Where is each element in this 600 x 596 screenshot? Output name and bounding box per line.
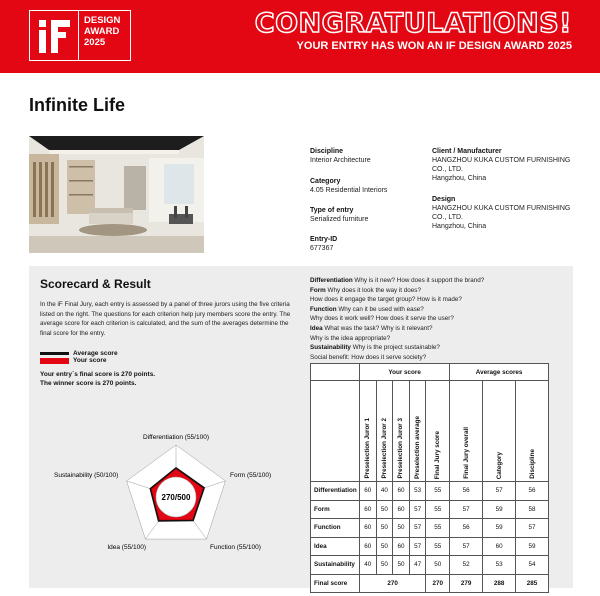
table-cell: 60 bbox=[360, 500, 377, 519]
table-cell: 47 bbox=[409, 556, 426, 575]
logo-text: DESIGN AWARD 2025 bbox=[84, 15, 121, 48]
your-score-legend-label: Your score bbox=[73, 357, 107, 364]
final-category-cell: 288 bbox=[483, 574, 516, 593]
question-line: Form Why does it look the way it does? bbox=[310, 286, 421, 294]
if-logo bbox=[29, 10, 131, 61]
radar-chart bbox=[40, 420, 295, 570]
final-discipline-cell: 285 bbox=[516, 574, 549, 593]
column-header: Preselection Juror 3 bbox=[393, 381, 410, 482]
question-line: How does it engage the target group? How is it made? bbox=[310, 296, 462, 304]
your-score-group-header: Your score bbox=[360, 364, 450, 381]
table-cell: 57 bbox=[409, 519, 426, 538]
table-row bbox=[311, 556, 549, 575]
table-cell: 55 bbox=[426, 482, 450, 501]
table-cell: 50 bbox=[376, 537, 393, 556]
discipline-info: Discipline Interior Architecture bbox=[310, 148, 371, 164]
table-cell: 59 bbox=[483, 519, 516, 538]
score-table bbox=[310, 363, 549, 593]
table-cell: 53 bbox=[409, 482, 426, 501]
table-cell: 54 bbox=[516, 556, 549, 575]
table-cell: 57 bbox=[409, 537, 426, 556]
radar-label-function: Function (55/100) bbox=[210, 544, 261, 551]
final-preselection-cell: 270 bbox=[360, 574, 426, 593]
column-header: Final Jury overall bbox=[450, 381, 483, 482]
table-row bbox=[311, 482, 549, 501]
table-cell: 59 bbox=[516, 537, 549, 556]
client-info: Client / Manufacturer HANGZHOU KUKA CUSTOM FURNISHING CO., LTD. Hangzhou, China bbox=[432, 148, 571, 182]
question-line: Differentiation Why is it new? How does it support the brand? bbox=[310, 277, 485, 284]
table-cell: 52 bbox=[450, 556, 483, 575]
criteria-questions bbox=[310, 276, 570, 362]
table-cell: 59 bbox=[483, 500, 516, 519]
entry-photo bbox=[29, 136, 204, 253]
row-label: Form bbox=[311, 500, 360, 519]
table-cell: 57 bbox=[450, 500, 483, 519]
column-header: Preselection average bbox=[409, 381, 426, 482]
table-cell: 60 bbox=[360, 537, 377, 556]
table-cell: 57 bbox=[409, 500, 426, 519]
table-cell: 40 bbox=[376, 482, 393, 501]
table-cell: 56 bbox=[450, 482, 483, 501]
table-cell: 50 bbox=[426, 556, 450, 575]
scorecard-title: Scorecard & Result bbox=[40, 277, 151, 291]
question-line: Social benefit: How does it serve society? bbox=[310, 353, 427, 361]
table-cell: 55 bbox=[426, 537, 450, 556]
question-line: Why does it work well? How does it serve the user? bbox=[310, 315, 454, 323]
winner-score-text: The winner score is 270 points. bbox=[40, 380, 137, 387]
final-jury-cell: 270 bbox=[426, 574, 450, 593]
average-legend-swatch bbox=[40, 352, 69, 355]
table-cell: 50 bbox=[393, 519, 410, 538]
final-score-row bbox=[311, 574, 549, 593]
table-cell: 50 bbox=[393, 556, 410, 575]
table-cell: 60 bbox=[360, 482, 377, 501]
table-cell: 50 bbox=[376, 500, 393, 519]
row-label: Final score bbox=[311, 574, 360, 593]
row-label: Sustainability bbox=[311, 556, 360, 575]
final-score-text: Your entry´s final score is 270 points. bbox=[40, 371, 156, 378]
final-overall-cell: 279 bbox=[450, 574, 483, 593]
table-cell: 50 bbox=[376, 519, 393, 538]
column-header: Final Jury score bbox=[426, 381, 450, 482]
radar-label-differentiation: Differentiation (55/100) bbox=[142, 434, 210, 441]
table-row bbox=[311, 519, 549, 538]
radar-label-sustainability: Sustainability (50/100) bbox=[54, 472, 119, 479]
column-header: Category bbox=[483, 381, 516, 482]
table-cell: 40 bbox=[360, 556, 377, 575]
category-info: Category 4.05 Residential Interiors bbox=[310, 178, 388, 194]
row-label: Differentiation bbox=[311, 482, 360, 501]
award-subheading: YOUR ENTRY HAS WON AN IF DESIGN AWARD 2025 bbox=[296, 40, 572, 52]
table-cell: 55 bbox=[426, 500, 450, 519]
table-cell: 56 bbox=[516, 482, 549, 501]
table-cell: 60 bbox=[393, 537, 410, 556]
table-cell: 60 bbox=[393, 482, 410, 501]
if-logo-mark-icon bbox=[30, 11, 79, 60]
table-cell: 50 bbox=[376, 556, 393, 575]
congratulations-heading: CONGRATULATIONS! bbox=[254, 8, 572, 39]
radar-label-form: Form (55/100) bbox=[230, 472, 272, 479]
radar-center-score: 270/500 bbox=[161, 493, 191, 502]
design-info: Design HANGZHOU KUKA CUSTOM FURNISHING CO., LTD. Hangzhou, China bbox=[432, 196, 571, 230]
question-line: Sustainability Why is the project sustainable? bbox=[310, 344, 440, 352]
award-header bbox=[0, 0, 600, 73]
table-cell: 60 bbox=[483, 537, 516, 556]
column-header: Preselection Juror 2 bbox=[376, 381, 393, 482]
question-line: Idea What was the task? Why is it relevant? bbox=[310, 324, 433, 332]
entry-id-info: Entry-ID 677367 bbox=[310, 236, 338, 252]
question-line: Why is the idea appropriate? bbox=[310, 334, 391, 342]
table-cell: 60 bbox=[393, 500, 410, 519]
radar-label-idea: Idea (55/100) bbox=[107, 544, 146, 551]
table-cell: 58 bbox=[516, 500, 549, 519]
average-legend-label: Average score bbox=[73, 350, 118, 357]
row-label: Idea bbox=[311, 537, 360, 556]
table-cell: 55 bbox=[426, 519, 450, 538]
entry-type-info: Type of entry Serialized furniture bbox=[310, 207, 369, 223]
table-cell: 57 bbox=[483, 482, 516, 501]
entry-title: Infinite Life bbox=[29, 95, 125, 115]
column-header: Discipline bbox=[516, 381, 549, 482]
table-cell: 60 bbox=[360, 519, 377, 538]
table-corner bbox=[311, 364, 360, 381]
table-cell: 57 bbox=[516, 519, 549, 538]
question-line: Function Why can it be used with ease? bbox=[310, 305, 424, 313]
table-row bbox=[311, 500, 549, 519]
scorecard-description: In the iF Final Jury, each entry is assessed by a panel of three jurors using the five criteria listed on the right. The questions for each criterion help jury members score the entry. The average score for each criterion is calculated, and the sum of the averages determine the final score for the entry. bbox=[40, 301, 291, 337]
table-cell: 56 bbox=[450, 519, 483, 538]
column-header: Preselection Juror 1 bbox=[360, 381, 377, 482]
row-label: Function bbox=[311, 519, 360, 538]
table-row bbox=[311, 537, 549, 556]
your-score-legend-swatch bbox=[40, 358, 69, 364]
table-cell: 57 bbox=[450, 537, 483, 556]
average-scores-group-header: Average scores bbox=[450, 364, 549, 381]
table-cell: 53 bbox=[483, 556, 516, 575]
